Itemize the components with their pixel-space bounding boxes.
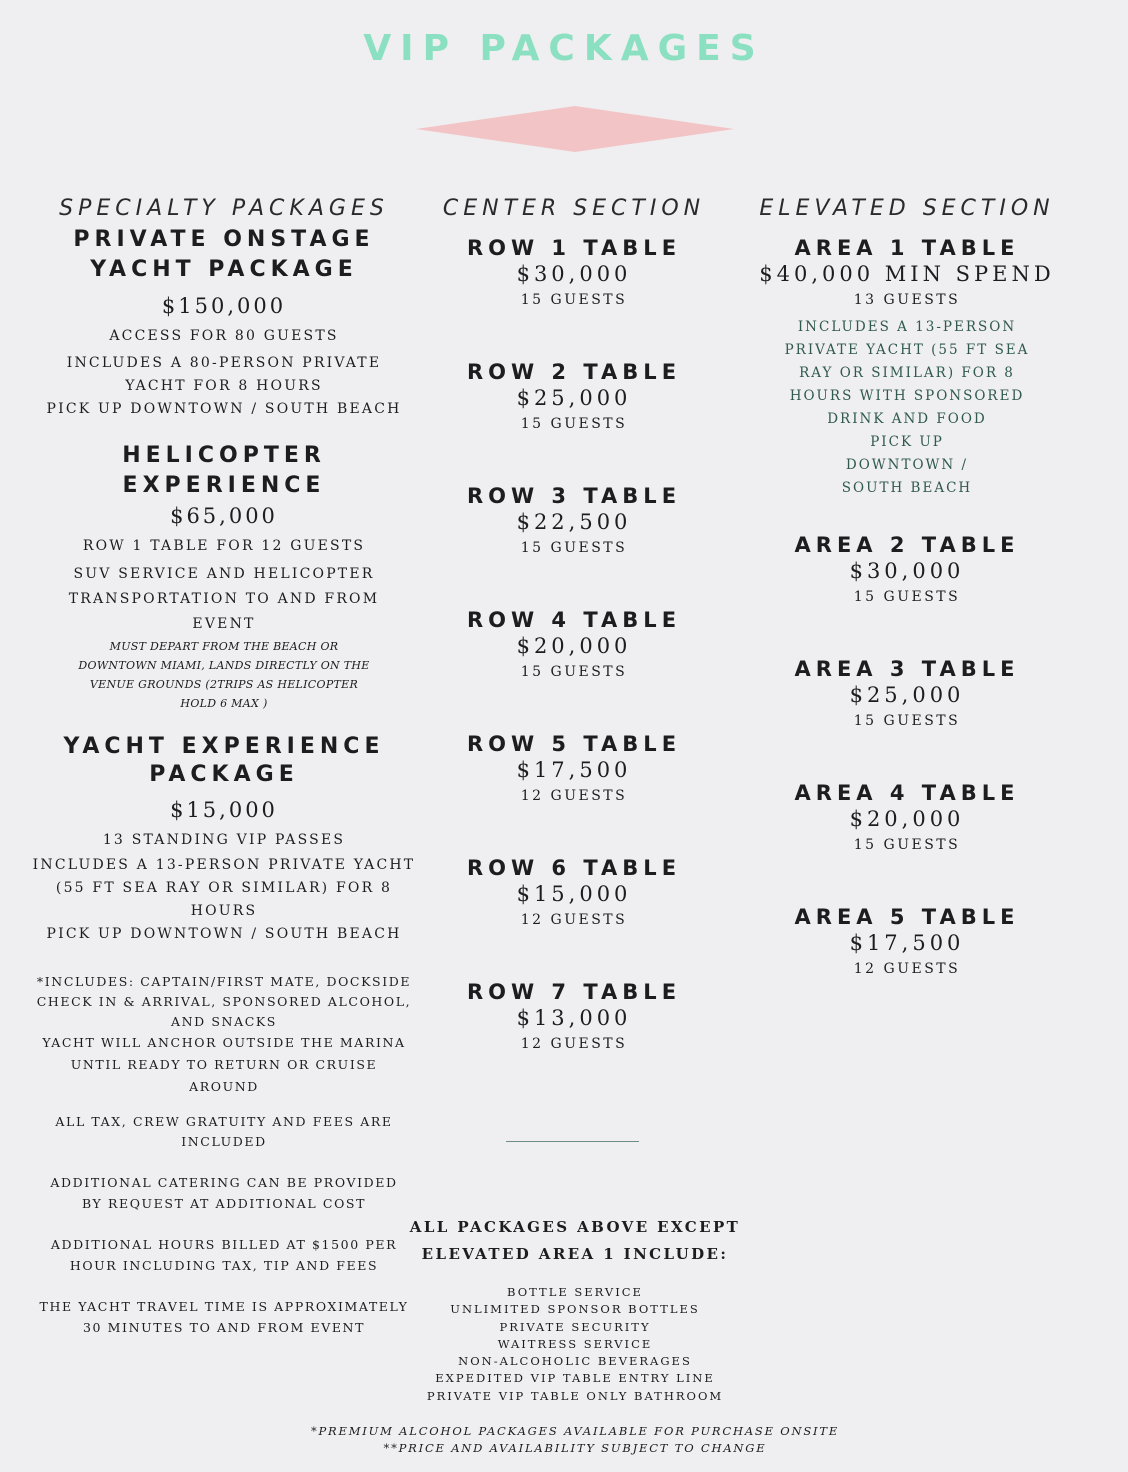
inclusion-item: EXPEDITED VIP TABLE ENTRY LINE <box>435 1371 715 1386</box>
area-1-table-card <box>742 235 1072 500</box>
yacht-detail: YACHT WILL ANCHOR OUTSIDE THE MARINA UNTIL READY TO RETURN OR CRUISE AROUND <box>42 1035 406 1094</box>
row-table-card <box>436 483 712 607</box>
specialty-packages-column <box>18 196 430 1338</box>
onstage-yacht-package <box>18 225 430 421</box>
table-title: AREA 3 TABLE <box>794 657 1020 681</box>
table-guests: 15 GUESTS <box>520 292 628 308</box>
area-table-card <box>742 656 1072 780</box>
table-title: ROW 5 TABLE <box>466 732 682 756</box>
inclusion-item: NON-ALCOHOLIC BEVERAGES <box>458 1354 692 1369</box>
package-line: PICK UP DOWNTOWN / SOUTH BEACH <box>46 401 402 417</box>
table-price: $17,500 <box>516 758 632 782</box>
table-price: $20,000 <box>849 807 965 831</box>
table-guests: 12 GUESTS <box>520 912 628 928</box>
table-title: AREA 2 TABLE <box>794 533 1020 557</box>
package-price: $150,000 <box>161 294 287 318</box>
table-price: $40,000 MIN SPEND <box>759 262 1055 286</box>
inclusions-list <box>340 1284 810 1405</box>
table-guests: 13 GUESTS <box>853 292 961 308</box>
package-line: PICK UP DOWNTOWN / SOUTH BEACH <box>46 926 402 942</box>
package-note: MUST DEPART FROM THE BEACH OR DOWNTOWN MIAMI, LANDS DIRECTLY ON THE VENUE GROUNDS (2TRIPS AS HELICOPTER HOLD 6 MAX ) <box>78 640 370 710</box>
table-guests: 15 GUESTS <box>520 664 628 680</box>
row-table-card <box>436 855 712 979</box>
table-guests: 15 GUESTS <box>853 837 961 853</box>
center-section-header: CENTER SECTION <box>442 196 706 221</box>
package-line: SUV SERVICE AND HELICOPTER TRANSPORTATION TO AND FROM EVENT <box>68 566 380 632</box>
table-title: ROW 4 TABLE <box>466 608 682 632</box>
area-1-pickup: PICK UP DOWNTOWN / SOUTH BEACH <box>841 434 973 496</box>
helicopter-experience-package <box>18 441 430 713</box>
inclusion-item: PRIVATE SECURITY <box>499 1319 651 1334</box>
table-guests: 12 GUESTS <box>520 1036 628 1052</box>
table-guests: 12 GUESTS <box>520 788 628 804</box>
area-table-card <box>742 780 1072 904</box>
yacht-detail: THE YACHT TRAVEL TIME IS APPROXIMATELY 30 MINUTES TO AND FROM EVENT <box>39 1299 409 1335</box>
package-line: INCLUDES A 80-PERSON PRIVATE YACHT FOR 8 HOURS <box>66 355 382 394</box>
row-table-card <box>436 731 712 855</box>
center-section-column <box>436 196 712 1103</box>
table-title: ROW 7 TABLE <box>466 980 682 1004</box>
table-guests: 12 GUESTS <box>853 961 961 977</box>
yacht-detail: *INCLUDES: CAPTAIN/FIRST MATE, DOCKSIDE CHECK IN & ARRIVAL, SPONSORED ALCOHOL, AND SNACKS <box>36 974 412 1029</box>
table-price: $25,000 <box>516 386 632 410</box>
table-title: AREA 5 TABLE <box>794 905 1020 929</box>
elevated-section-column <box>742 196 1072 1028</box>
area-table-card <box>742 532 1072 656</box>
row-table-card <box>436 979 712 1103</box>
table-price: $25,000 <box>849 683 965 707</box>
page-title: VIP PACKAGES <box>363 28 765 69</box>
table-title: ROW 1 TABLE <box>466 236 682 260</box>
table-title: ROW 3 TABLE <box>466 484 682 508</box>
table-title: ROW 6 TABLE <box>466 856 682 880</box>
all-packages-inclusions <box>310 1214 840 1457</box>
yacht-detail: ADDITIONAL CATERING CAN BE PROVIDED BY REQUEST AT ADDITIONAL COST <box>50 1175 398 1211</box>
table-price: $30,000 <box>516 262 632 286</box>
table-title: ROW 2 TABLE <box>466 360 682 384</box>
table-price: $17,500 <box>849 931 965 955</box>
table-guests: 15 GUESTS <box>520 540 628 556</box>
area-1-includes: INCLUDES A 13-PERSON PRIVATE YACHT (55 FT SEA RAY OR SIMILAR) FOR 8 HOURS WITH SPONSORED DRINK AND FOOD <box>784 319 1030 427</box>
elevated-section-header: ELEVATED SECTION <box>759 196 1055 221</box>
footnote: *PREMIUM ALCOHOL PACKAGES AVAILABLE FOR PURCHASE ONSITE <box>310 1424 840 1439</box>
package-price: $15,000 <box>170 798 278 822</box>
all-packages-heading: ALL PACKAGES ABOVE EXCEPT ELEVATED AREA 1 INCLUDE: <box>409 1218 741 1263</box>
table-title: AREA 1 TABLE <box>794 236 1020 260</box>
inclusion-item: WAITRESS SERVICE <box>497 1336 653 1351</box>
yacht-detail: ADDITIONAL HOURS BILLED AT $1500 PER HOUR INCLUDING TAX, TIP AND FEES <box>50 1237 398 1273</box>
footnotes <box>310 1423 840 1457</box>
table-price: $15,000 <box>516 882 632 906</box>
pink-diamond-divider <box>416 106 734 152</box>
table-price: $22,500 <box>516 510 632 534</box>
inclusion-item: PRIVATE VIP TABLE ONLY BATHROOM <box>426 1388 724 1403</box>
row-table-card <box>436 607 712 731</box>
package-line: ROW 1 TABLE FOR 12 GUESTS <box>82 538 366 554</box>
footnote: **PRICE AND AVAILABILITY SUBJECT TO CHANGE <box>383 1441 767 1456</box>
package-title: YACHT EXPERIENCE PACKAGE <box>63 734 385 787</box>
table-guests: 15 GUESTS <box>853 713 961 729</box>
row-table-card <box>436 359 712 483</box>
package-title: PRIVATE ONSTAGE YACHT PACKAGE <box>73 227 375 282</box>
package-line: ACCESS FOR 80 GUESTS <box>109 328 339 344</box>
package-line: 13 STANDING VIP PASSES <box>102 832 346 848</box>
area-table-card <box>742 904 1072 1028</box>
section-divider-line <box>506 1141 639 1142</box>
specialty-packages-header: SPECIALTY PACKAGES <box>59 196 389 221</box>
package-title: HELICOPTER EXPERIENCE <box>122 443 326 498</box>
table-title: AREA 4 TABLE <box>794 781 1020 805</box>
table-guests: 15 GUESTS <box>520 416 628 432</box>
inclusion-item: UNLIMITED SPONSOR BOTTLES <box>450 1302 700 1317</box>
table-price: $20,000 <box>516 634 632 658</box>
table-price: $30,000 <box>849 559 965 583</box>
row-table-card <box>436 235 712 359</box>
inclusion-item: BOTTLE SERVICE <box>507 1285 643 1299</box>
yacht-detail: ALL TAX, CREW GRATUITY AND FEES ARE INCLUDED <box>55 1114 393 1149</box>
table-guests: 15 GUESTS <box>853 589 961 605</box>
package-price: $65,000 <box>170 504 278 528</box>
table-price: $13,000 <box>516 1006 632 1030</box>
package-line: INCLUDES A 13-PERSON PRIVATE YACHT (55 FT SEA RAY OR SIMILAR) FOR 8 HOURS <box>32 857 416 919</box>
